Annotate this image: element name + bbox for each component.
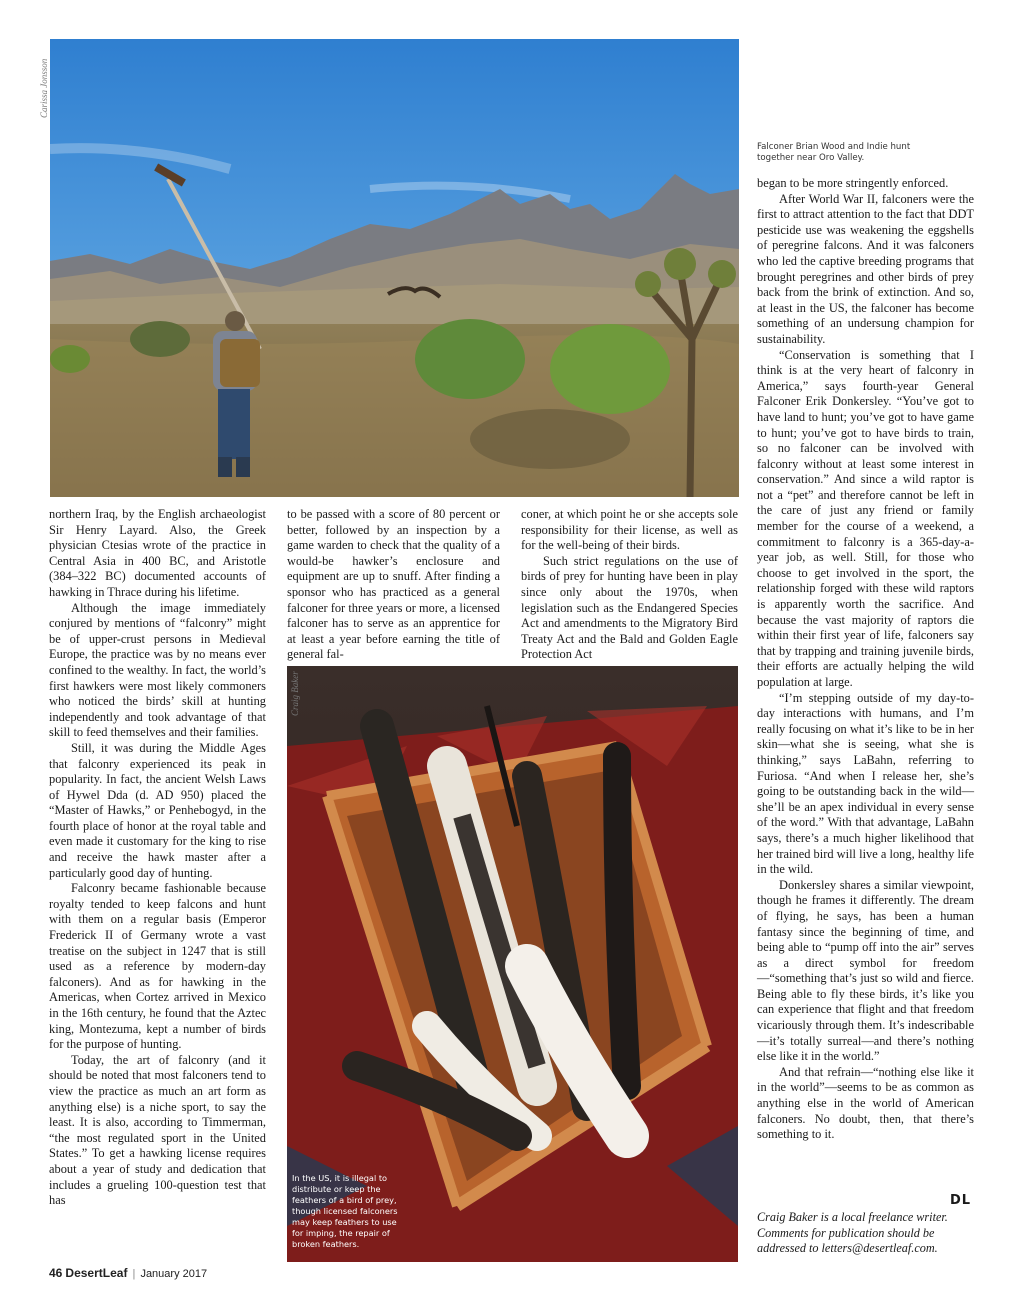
paragraph: to be passed with a score of 80 percent or better, followed by an inspection by a game warden to check that the quality of a would-be hawker’s enclosure and equipment are up to snuff. After finding a sponsor who has practiced as a general falconer for three years or more, a licensed falconer has to serve as an apprentice for at least a year before earning the title of general fal- xyxy=(287,507,500,662)
article-column-1 xyxy=(49,507,266,1209)
paragraph: And that refrain—“nothing else like it in the world”—seems to be as common as anything else in the world of American falconers. No doubt, then, that there’s something to it. xyxy=(757,1064,974,1142)
paragraph: coner, at which point he or she accepts sole responsibility for their license, as well as for the well-being of their birds. xyxy=(521,507,738,553)
paragraph: northern Iraq, by the English archaeologist Sir Henry Layard. Also, the Greek physician Ctesias wrote of the practice in Central Asia in 400 BC, and Aristotle (384–322 BC) documented accounts of hawking in Thrace during his lifetime. xyxy=(49,507,266,599)
photo-credit-top: Carissa Jonsson xyxy=(39,58,49,118)
footer-separator: | xyxy=(132,1268,136,1280)
issue-date: January 2017 xyxy=(140,1268,208,1280)
article-column-2 xyxy=(287,507,500,663)
paragraph: Donkersley shares a similar viewpoint, though he frames it differently. The dream of flying, he says, has been a human fantasy since the beginning of time, and being able to “pump off into the air” serves as a direct symbol for freedom—“something that’s just so wild and fierce. Being able to fly these birds, it’s like you can experience that flight and that freedom vicariously through them. It’s indescribable—it’s totally surreal—and there’s nothing else like it in the world.” xyxy=(757,877,974,1064)
photo-credit-basket: Craig Baker xyxy=(290,671,300,716)
paragraph: “Conservation is something that I think is at the very heart of falconry in America,” says fourth-year General Falconer Erik Donkersley. “You’ve got to have land to hunt; you’ve got to have game to hunt; you’ve got to have birds to train, so no falconer can be involved with falconry without at least some interest in conservation.” And since a wild raptor is not a “pet” and therefore cannot be left in the care of just any friend or family member for the course of a weekend, a commitment to falconry is a 365-day-a-year job, as well. Still, for those who choose to get involved in the sport, the relationship forged with these wild raptors is apparently worth the sacrifice. And because the vast majority of raptors die within their first year of life, falconers say that by trapping and training juvenile birds, their efforts are actually helping the wild population at large. xyxy=(757,347,974,689)
paragraph: “I’m stepping outside of my day-to-day interactions with humans, and I’m really focusing on what it’s like to be in her skin—what she is seeing, what she is thinking,” says LaBahn, referring to Furiosa. “And when I release her, she’s going to be outstanding back in the wild—she’ll be an apex individual in every sense of the word.” With that advantage, LaBahn says, there’s a much higher likelihood that her trained bird will live a long, healthy life in the wild. xyxy=(757,690,974,877)
basket-photo-caption: In the US, it is illegal to distribute or keep the feathers of a bird of prey, though licensed falconers may keep feathers to use for imping, the repair of broken feathers. xyxy=(292,1173,398,1249)
author-bio: Craig Baker is a local freelance writer. Comments for publication should be addressed to letters@desertleaf.com. xyxy=(757,1210,948,1256)
page-number: 46 xyxy=(49,1266,63,1280)
paragraph: Still, it was during the Middle Ages that falconry experienced its peak in popularity. In fact, the ancient Welsh Laws of Hywel Dda (d. AD 950) placed the “Master of Hawks,” or Penhebogyd, in the fourth place of honor at the royal table and even made it customary for the king to rise and receive the hawk master after a particularly good day of hunting. xyxy=(49,740,266,880)
paragraph: Falconry became fashionable because royalty tended to keep falcons and hunt with them on a regular basis (Emperor Frederick II of Germany wrote a vast treatise on the subject in 1247 that is still used as a reference by modern-day falconers). And as for hawking in the Americas, when Cortez arrived in Mexico in the 16th century, he found that the Aztec king, Montezuma, kept a number of birds for the purpose of hunting. xyxy=(49,881,266,1052)
paragraph: Such strict regulations on the use of birds of prey for hunting have been in play since only about the 1970s, when legislation such as the Endangered Species Act and amendments to the Migratory Bird Treaty Act and the Bald and Golden Eagle Protection Act xyxy=(521,553,738,662)
paragraph: Although the image immediately conjured by mentions of “falconry” might be of upper-crust persons in Medieval Europe, the practice was by no means ever confined to the wealthy. In fact, the world’s first hawkers were most likely commoners who noticed the birds’ skill at hunting independently and took advantage of that skill to feed themselves and their families. xyxy=(49,600,266,740)
page-footer xyxy=(49,1266,207,1280)
top-photo-caption: Falconer Brian Wood and Indie hunt together near Oro Valley. xyxy=(757,142,911,163)
paragraph: After World War II, falconers were the first to attract attention to the fact that DDT pesticide use was weakening the eggshells of peregrine falcons. And it was falconers who led the captive breeding programs that brought peregrines and other birds of prey back from the brink of extinction. And so, at least in the US, the falconer has become something of an undersung champion for sustainability. xyxy=(757,191,974,346)
paragraph: Today, the art of falconry (and it should be noted that most falconers tend to view the practice as much an art form as anything else) is a niche sport, to say the least. It is also, according to Timmerman, “the most regulated sport in the United States.” To get a hawking license requires about a year of study and dedication that includes a grueling 100-question test that has xyxy=(49,1052,266,1208)
article-column-3 xyxy=(521,507,738,663)
article-column-4 xyxy=(757,176,974,1143)
publication-name: DesertLeaf xyxy=(65,1266,128,1280)
paragraph: began to be more stringently enforced. xyxy=(757,176,949,190)
falconry-landscape-photo xyxy=(50,39,739,497)
end-mark: DL xyxy=(950,1193,972,1208)
